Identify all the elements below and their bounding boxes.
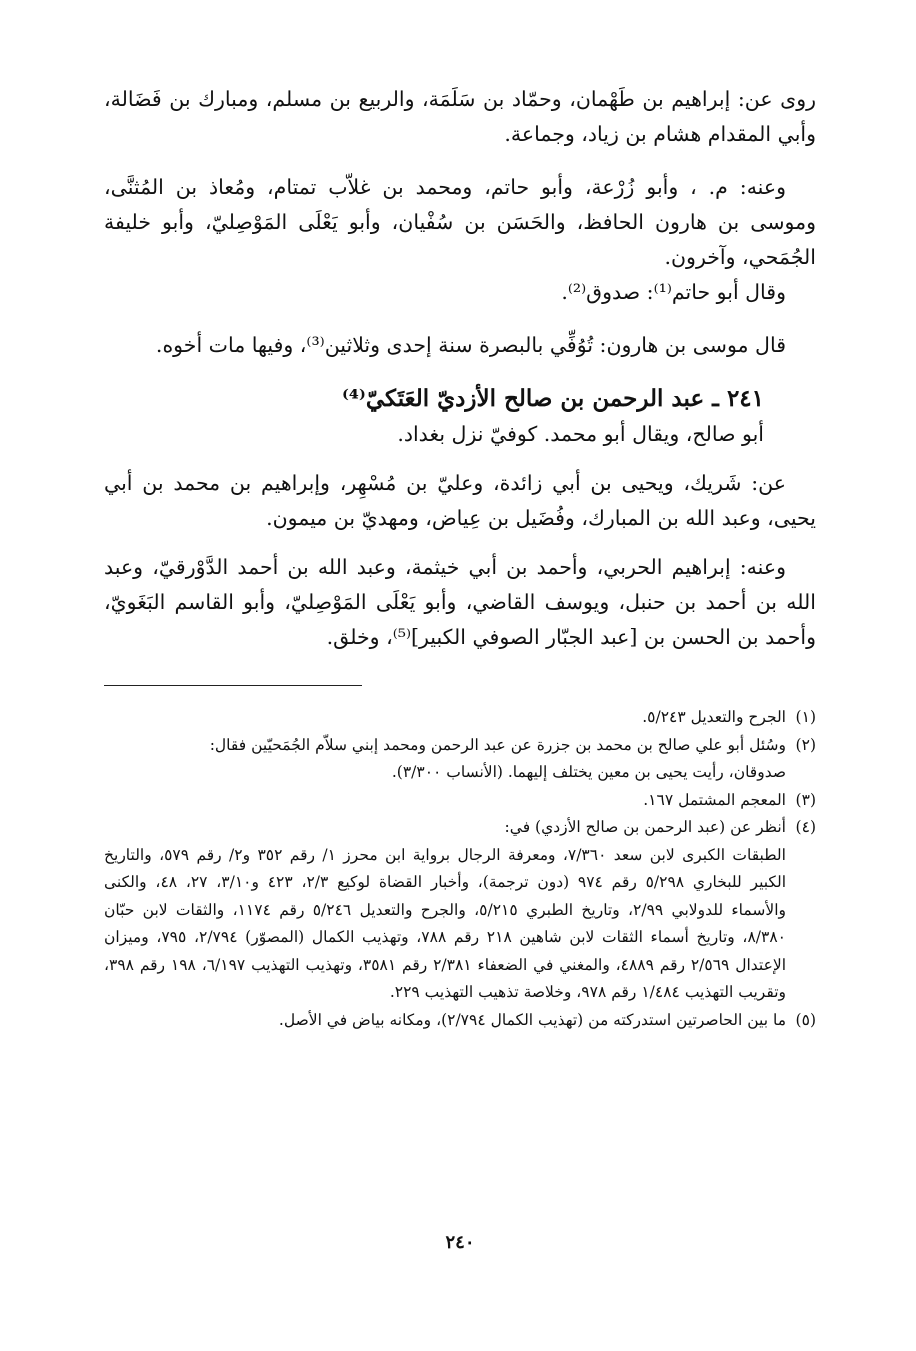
entry-narrated-by: وعنه: إبراهيم الحربي، وأحمد بن أبي خيثمة، وعبد الله بن أحمد الدَّوْرقيّ، وعبد الله بن أحمد بن حنبل، ويوسف القاضي، وأبو يَعْلَى المَوْصِليّ، وأبو القاسم البَغَويّ، وأحمد بن الحسن بن [عبد الجبّار الصوفي الكبير]⁽⁵⁾، وخلق. [104,555,816,649]
abu-hatim-paragraph: وقال أبو حاتم⁽¹⁾: صدوق⁽²⁾. [561,280,786,304]
footnote-text [104,1007,786,1035]
footnote-2 [104,732,816,787]
page-number: ٢٤٠ [445,1232,475,1253]
main-text [104,82,816,363]
footnote-text [104,787,786,815]
footnote-line: صدوقان، رأيت يحيى بن معين يختلف إليهما. (الأنساب ٣/٣٠٠). [391,763,786,781]
footnote-number: (١) [795,708,816,726]
footnote-5 [104,1007,816,1035]
footnote-number: (٤) [795,818,816,836]
death-paragraph: قال موسى بن هارون: تُوُفِّي بالبصرة سنة إحدى وثلاثين⁽³⁾، وفيها مات أخوه. [155,333,786,357]
footnote-line: وسُئل أبو علي صالح بن محمد بن جزرة عن عبد الرحمن ومحمد إبني سلاّم الجُمَحيّين فقال: [209,735,786,754]
footnote-line: المعجم المشتمل ١٦٧. [643,790,786,809]
footnote-number: (٥) [795,1010,816,1029]
footnote-4 [104,814,816,1007]
entry-heading: ٢٤١ ـ عبد الرحمن بن صالح الأزديّ العَتَكيّ⁽⁴⁾ [342,385,764,412]
footnote-3 [104,787,816,815]
entry-narrated-from: عن: شَريك، ويحيى بن أبي زائدة، وعليّ بن مُسْهِر، وإبراهيم بن محمد بن أبي يحيى، وعبد الله بن المبارك، وفُضَيل بن عِياض، ومهديّ بن ميمون. [104,471,816,530]
footnote-line: ما بين الحاصرتين استدركته من (تهذيب الكمال ٢/٧٩٤)، ومكانه بياض في الأصل. [278,1010,786,1029]
book-page [104,82,816,1312]
narrated-from-paragraph: روى عن: إبراهيم بن طَهْمان، وحمّاد بن سَلَمَة، والربيع بن مسلم، ومبارك بن فَضَالة، وأبي المقدام هشام بن زياد، وجماعة. [104,87,816,146]
entry-text [104,466,816,655]
footnote-text [104,814,786,1007]
footnote-text [104,732,786,787]
narrated-by-paragraph: وعنه: م. ، وأبو زُرْعة، وأبو حاتم، ومحمد بن غلاّب تمتام، ومُعاذ بن المُثنَّى، وموسى بن هارون الحافظ، والحَسَن بن سُفْيان، وأبو يَعْلَى المَوْصِليّ، وأبو خليفة الجُمَحي، وآخرون. [104,175,816,269]
footnote-text [104,704,786,732]
entry-kunya: أبو صالح، ويقال أبو محمد. كوفيّ نزل بغداد. [397,422,764,446]
footnotes [104,704,816,1034]
footnote-line: أنظر عن (عبد الرحمن بن صالح الأزدي) في: [504,818,786,836]
footnote-number: (٣) [795,790,816,809]
footnote-1 [104,704,816,732]
footnote-line: الجرح والتعديل ٥/٢٤٣. [642,708,786,726]
footnote-number: (٢) [795,735,816,754]
footnote-line: الطبقات الكبرى لابن سعد ٧/٣٦٠، ومعرفة الرجال برواية ابن محرز ١/ رقم ٣٥٢ و٢/ رقم ٥٧٩، والتاريخ الكبير للبخاري ٥/٢٩٨ رقم ٩٧٤ (دون ترجمة)، وأخبار القضاة لوكيع ٢/٣، ٤٢٣ و٣/١٠، ٢٧، ٤٨، والكنى والأسماء للدولابي ٢/٩٩، وتاريخ الطبري ٥/٢١٥، والجرح والتعديل ٥/٢٤٦ رقم ١١٧٤، والثقات لابن حبّان ٨/٣٨٠، وتاريخ أسماء الثقات لابن شاهين ٢١٨ رقم ٧٨٨، وتهذيب الكمال (المصوّر) ٢/٧٩٤، ٧٩٥، وميزان الإعتدال ٢/٥٦٩ رقم ٤٨٨٩، والمغني في الضعفاء ٢/٣٨١ رقم ٣٥٨١، وتهذيب التهذيب ٦/١٩٧، ١٩٨ رقم ٣٩٨، وتقريب التهذيب ١/٤٨٤ رقم ٩٧٨، وخلاصة تذهيب التهذيب ٢٢٩. [104,845,787,1001]
footnote-separator [104,685,362,686]
